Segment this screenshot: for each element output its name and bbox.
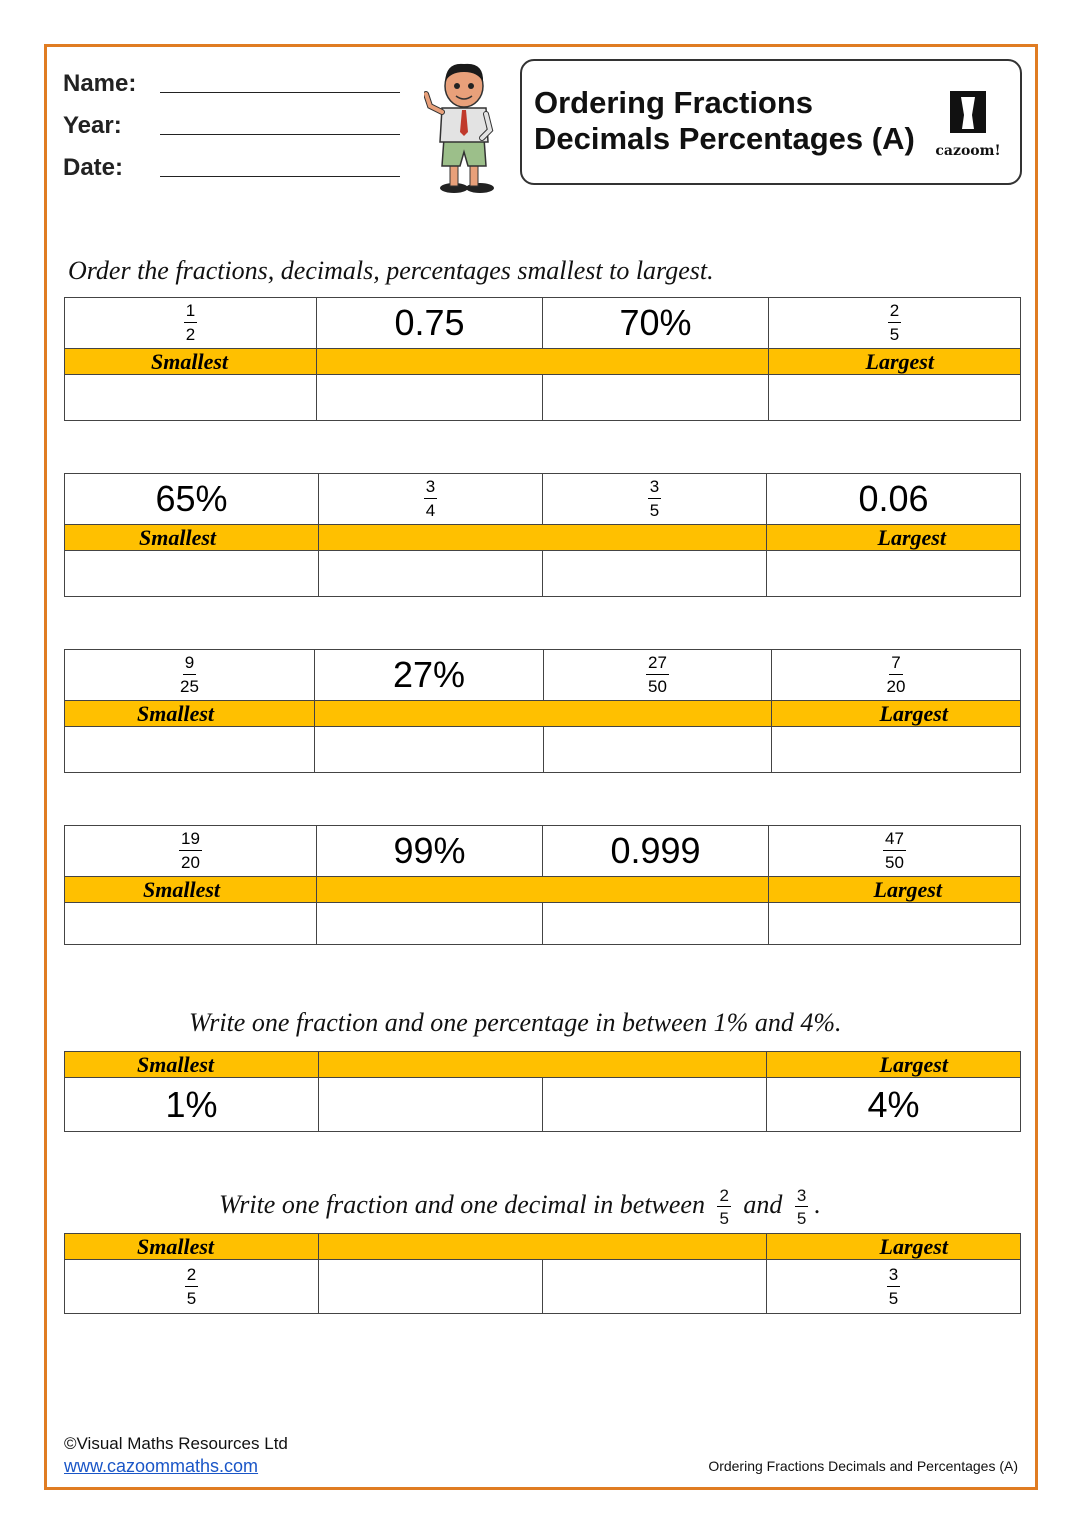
answer-cell[interactable] — [543, 1260, 767, 1314]
answer-cell[interactable] — [544, 727, 772, 773]
value-cell — [543, 474, 767, 525]
end-value-cell: 4% — [767, 1078, 1021, 1132]
fraction: $\frac{2}{5}$ — [889, 301, 900, 344]
fraction: $\frac{7}{20}$ — [886, 653, 906, 696]
value-cell: 27% — [315, 650, 544, 701]
answer-cell[interactable] — [319, 551, 543, 597]
value-cell: 65% — [65, 474, 319, 525]
answer-cell[interactable] — [769, 903, 1021, 945]
value-cell: 0.75 — [317, 298, 543, 349]
largest-label: Largest — [767, 1234, 1021, 1260]
largest-label: Largest — [772, 701, 1021, 727]
largest-label: Largest — [769, 877, 1021, 903]
ordering-table-2 — [64, 473, 1021, 597]
fraction: $\frac{27}{50}$ — [648, 653, 667, 696]
answer-cell[interactable] — [317, 903, 543, 945]
instruction-between-percent: Write one fraction and one percentage in between 1% and 4%. — [189, 1008, 842, 1037]
smallest-label: Smallest — [65, 1234, 319, 1260]
ordering-table-4 — [64, 825, 1021, 945]
value-cell: 99% — [317, 826, 543, 877]
instruction-between-fractions: Write one fraction and one decimal in between $\frac{2}{5}$ and $\frac{3}{5}$ . — [219, 1186, 821, 1228]
start-value-cell — [65, 1260, 319, 1314]
ordering-table-1 — [64, 297, 1021, 421]
answer-cell[interactable] — [317, 375, 543, 421]
name-field[interactable] — [160, 92, 400, 93]
fraction: $\frac{9}{25}$ — [180, 653, 199, 696]
answer-cell[interactable] — [65, 903, 317, 945]
smallest-label: Smallest — [65, 525, 319, 551]
answer-cell[interactable] — [65, 375, 317, 421]
fraction: $\frac{1}{2}$ — [185, 301, 196, 344]
fraction: $\frac{3}{5}$ — [796, 1186, 807, 1228]
fraction: $\frac{3}{4}$ — [425, 477, 436, 520]
answer-cell[interactable] — [769, 375, 1021, 421]
ordering-table-3 — [64, 649, 1021, 773]
website-link[interactable]: www.cazoommaths.com — [64, 1456, 259, 1476]
cazoom-logo — [928, 89, 1008, 159]
largest-label: Largest — [767, 1052, 1021, 1078]
answer-cell[interactable] — [319, 1078, 543, 1132]
largest-label: Largest — [767, 525, 1021, 551]
date-label: Date: — [63, 154, 124, 181]
instruction-order: Order the fractions, decimals, percentages smallest to largest. — [68, 256, 714, 285]
answer-cell[interactable] — [772, 727, 1021, 773]
value-cell — [772, 650, 1021, 701]
footer-title: Ordering Fractions Decimals and Percentages (A) — [708, 1458, 1018, 1474]
copyright-text: ©Visual Maths Resources Ltd — [64, 1434, 288, 1453]
answer-cell[interactable] — [543, 551, 767, 597]
worksheet-title-line2: Decimals Percentages (A) — [534, 121, 915, 156]
year-label: Year: — [63, 112, 122, 139]
smallest-label: Smallest — [65, 877, 317, 903]
largest-label: Largest — [769, 349, 1021, 375]
answer-cell[interactable] — [315, 727, 544, 773]
cazoom-logo-icon — [928, 89, 1008, 141]
fraction: $\frac{19}{20}$ — [181, 829, 200, 872]
smallest-label: Smallest — [65, 349, 317, 375]
answer-cell[interactable] — [767, 551, 1021, 597]
value-cell — [319, 474, 543, 525]
between-table-1 — [64, 1051, 1021, 1132]
value-cell — [769, 298, 1021, 349]
name-label: Name: — [63, 70, 137, 97]
worksheet-title-line1: Ordering Fractions — [534, 85, 814, 120]
value-cell — [65, 650, 315, 701]
answer-cell[interactable] — [543, 903, 769, 945]
fraction: $\frac{2}{5}$ — [186, 1264, 197, 1308]
value-cell: 0.999 — [543, 826, 769, 877]
fraction: $\frac{47}{50}$ — [885, 829, 904, 872]
start-value-cell: 1% — [65, 1078, 319, 1132]
title-box — [520, 59, 1022, 185]
value-cell — [65, 826, 317, 877]
fraction: $\frac{3}{5}$ — [888, 1264, 899, 1308]
answer-cell[interactable] — [65, 727, 315, 773]
smallest-label: Smallest — [65, 1052, 319, 1078]
value-cell — [65, 298, 317, 349]
between-table-2 — [64, 1233, 1021, 1314]
date-field[interactable] — [160, 176, 400, 177]
answer-cell[interactable] — [543, 375, 769, 421]
answer-cell[interactable] — [543, 1078, 767, 1132]
answer-cell[interactable] — [319, 1260, 543, 1314]
end-value-cell — [767, 1260, 1021, 1314]
answer-cell[interactable] — [65, 551, 319, 597]
smallest-label: Smallest — [65, 701, 315, 727]
value-cell — [769, 826, 1021, 877]
fraction: $\frac{2}{5}$ — [719, 1186, 729, 1228]
value-cell — [544, 650, 772, 701]
year-field[interactable] — [160, 134, 400, 135]
value-cell: 70% — [543, 298, 769, 349]
value-cell: 0.06 — [767, 474, 1021, 525]
fraction: $\frac{3}{5}$ — [649, 477, 660, 520]
boy-mascot-icon — [424, 60, 504, 194]
logo-text: cazoom! — [935, 143, 1001, 159]
